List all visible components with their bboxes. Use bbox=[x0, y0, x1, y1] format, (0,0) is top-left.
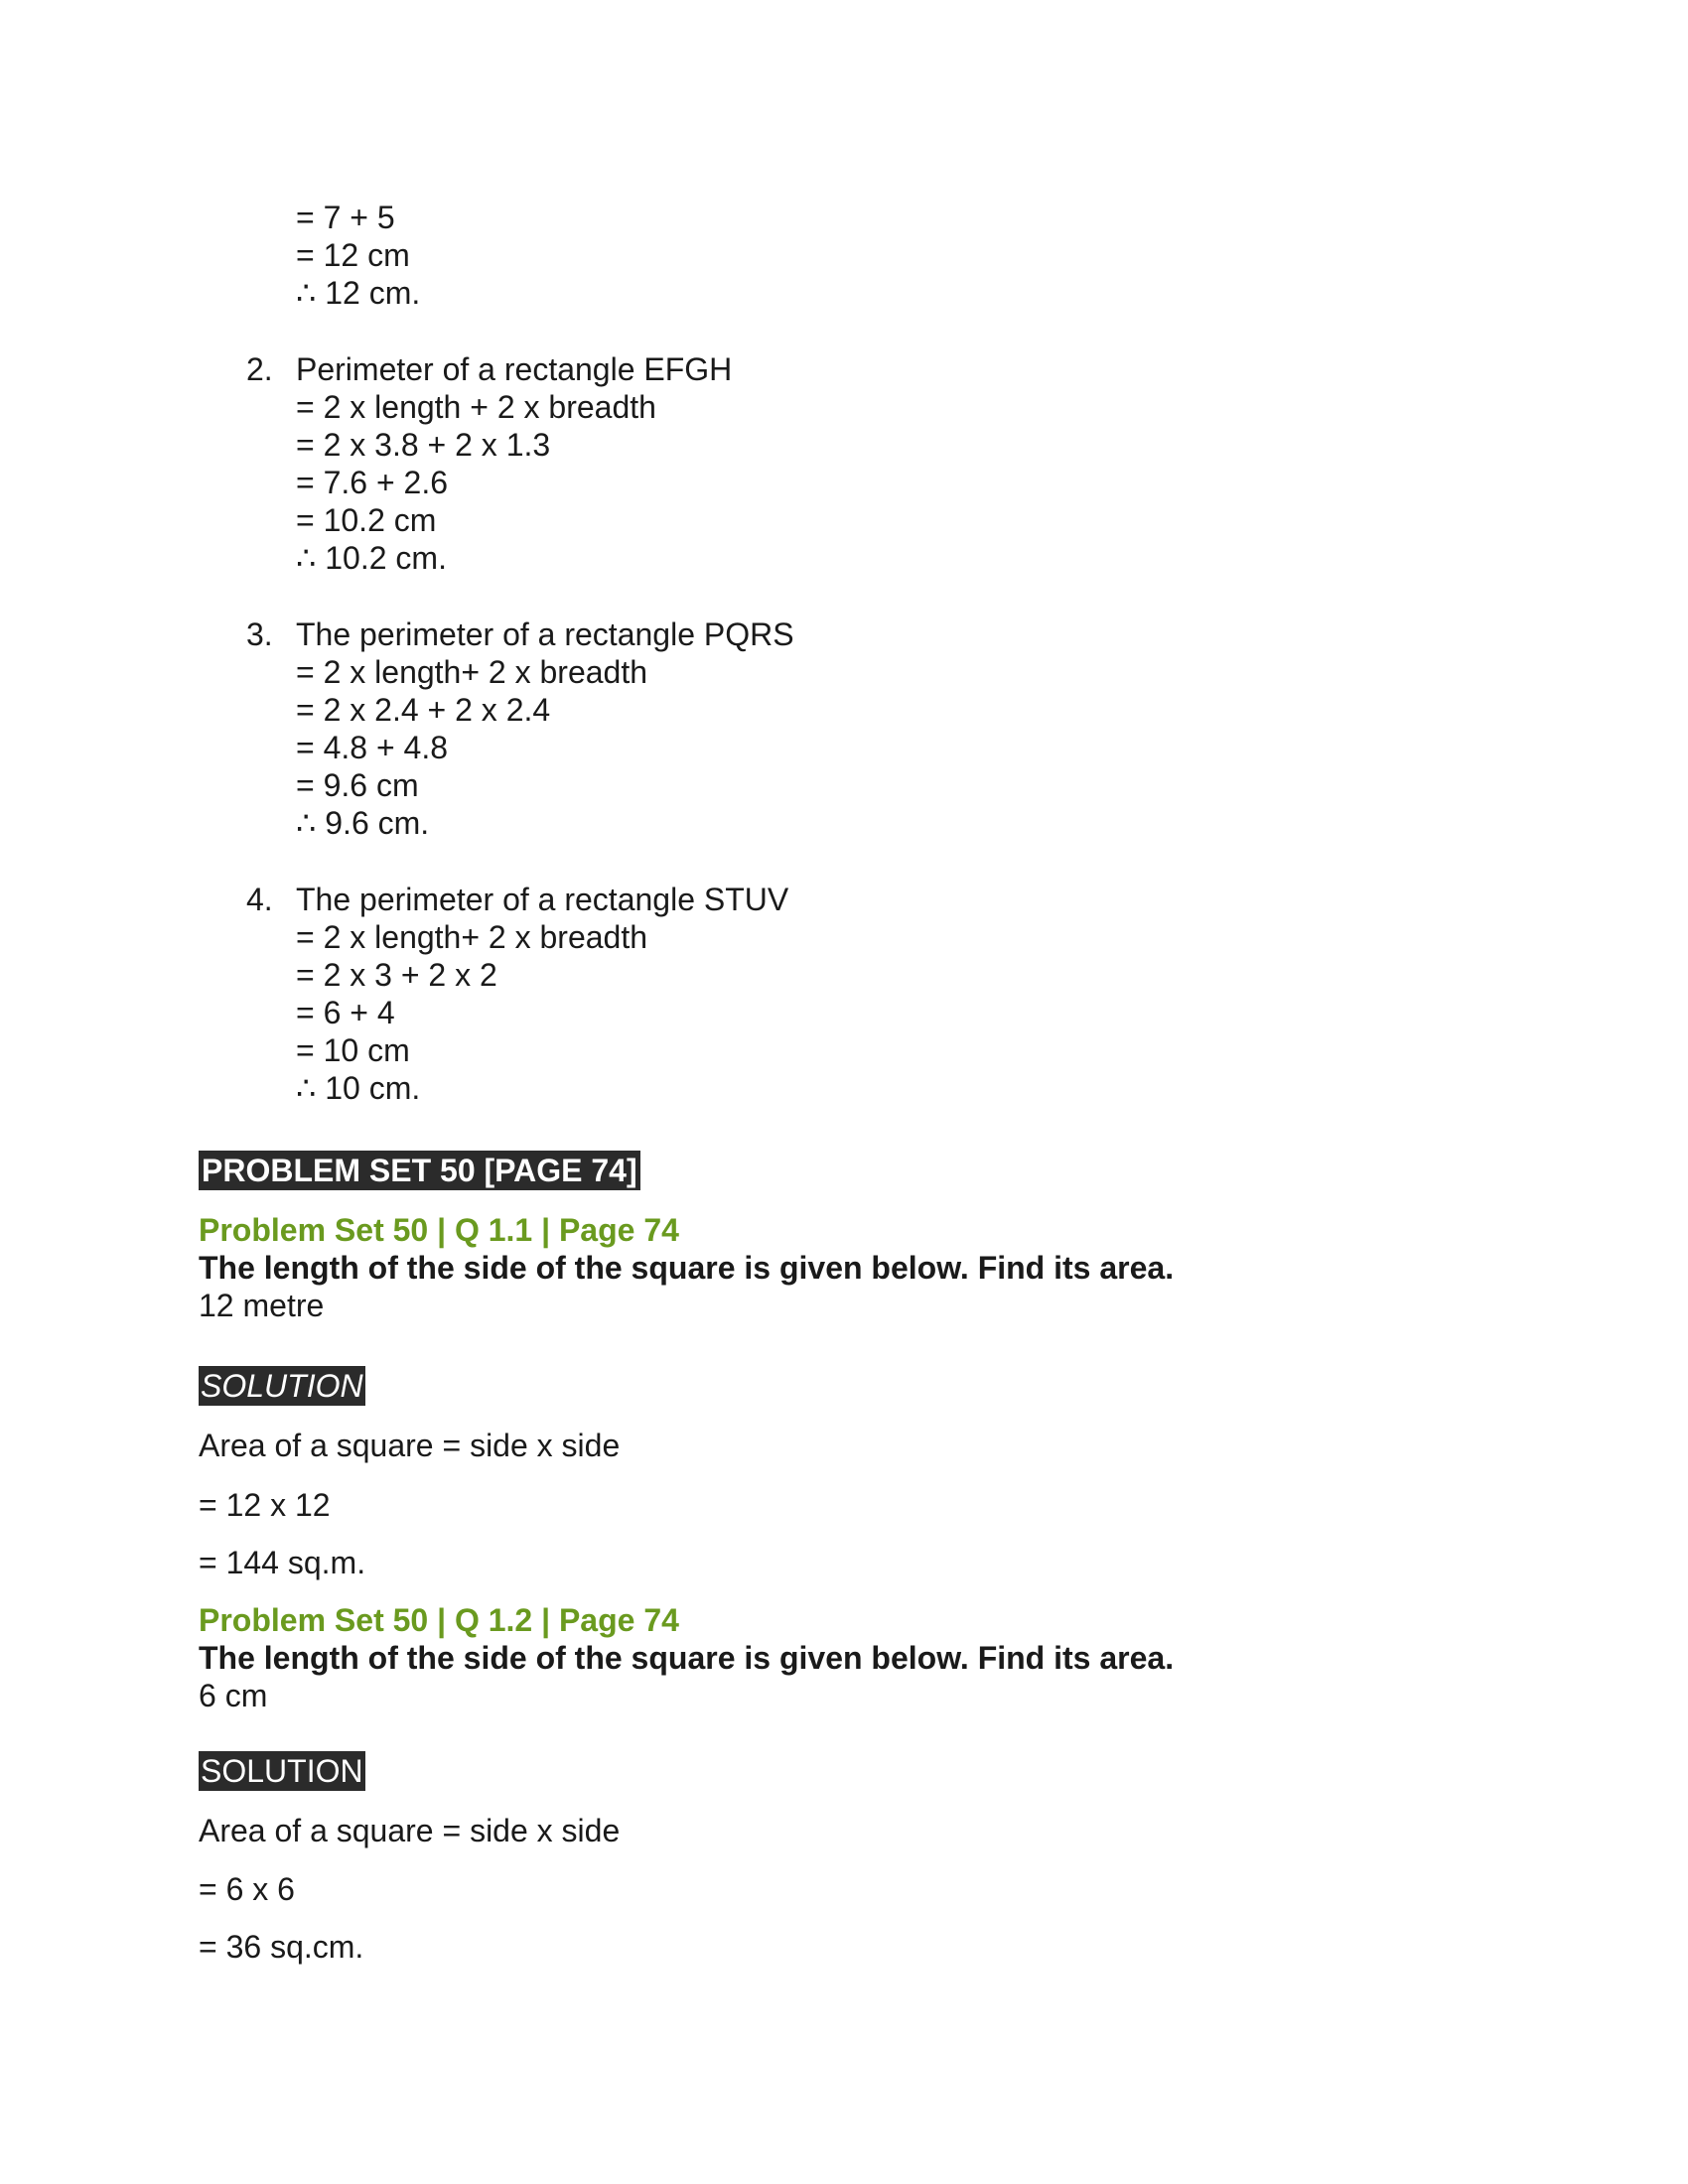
item-heading: Perimeter of a rectangle EFGH bbox=[296, 351, 733, 387]
item-steps bbox=[296, 918, 647, 1107]
step-line: = 12 cm bbox=[296, 237, 410, 273]
step-line: = 2 x 2.4 + 2 x 2.4 bbox=[296, 692, 551, 728]
step-line: = 10.2 cm bbox=[296, 502, 437, 538]
step-line: = 2 x 3 + 2 x 2 bbox=[296, 957, 497, 993]
step-line: = 9.6 cm bbox=[296, 767, 419, 803]
item-steps bbox=[296, 388, 656, 577]
item-heading: The perimeter of a rectangle STUV bbox=[296, 882, 789, 917]
step-line: = 10 cm bbox=[296, 1032, 410, 1068]
step-line: = 7.6 + 2.6 bbox=[296, 465, 449, 500]
question-title: Problem Set 50 | Q 1.1 | Page 74 bbox=[199, 1212, 679, 1248]
step-line: ∴ 12 cm. bbox=[296, 275, 421, 311]
item-steps bbox=[296, 653, 647, 842]
question-title: Problem Set 50 | Q 1.2 | Page 74 bbox=[199, 1602, 679, 1638]
solution-line: Area of a square = side x side bbox=[199, 1813, 621, 1848]
step-line: = 6 + 4 bbox=[296, 995, 395, 1030]
step-line: = 4.8 + 4.8 bbox=[296, 730, 449, 765]
step-line: = 2 x length+ 2 x breadth bbox=[296, 919, 648, 955]
step-line: ∴ 10.2 cm. bbox=[296, 540, 447, 576]
step-line: ∴ 9.6 cm. bbox=[296, 805, 430, 841]
question-value: 12 metre bbox=[199, 1288, 325, 1323]
solution-label: SOLUTION bbox=[201, 1753, 363, 1789]
question-value: 6 cm bbox=[199, 1678, 268, 1713]
question-text: The length of the side of the square is given below. Find its area. bbox=[199, 1640, 1175, 1676]
item-heading: The perimeter of a rectangle PQRS bbox=[296, 616, 794, 652]
step-line: = 2 x 3.8 + 2 x 1.3 bbox=[296, 427, 551, 463]
step-line: ∴ 10 cm. bbox=[296, 1070, 421, 1106]
section-banner: PROBLEM SET 50 [PAGE 74] bbox=[199, 1151, 640, 1190]
item-number: 3. bbox=[246, 616, 273, 652]
solution-line: = 144 sq.m. bbox=[199, 1545, 366, 1580]
solution-line: = 6 x 6 bbox=[199, 1871, 295, 1907]
solution-line: Area of a square = side x side bbox=[199, 1428, 621, 1463]
question-text: The length of the side of the square is given below. Find its area. bbox=[199, 1250, 1175, 1286]
solution-line: = 36 sq.cm. bbox=[199, 1929, 364, 1965]
item-number: 2. bbox=[246, 351, 273, 387]
solution-line: = 12 x 12 bbox=[199, 1487, 331, 1523]
previous-answer-continuation bbox=[296, 199, 420, 312]
step-line: = 7 + 5 bbox=[296, 200, 395, 235]
item-number: 4. bbox=[246, 882, 273, 917]
solution-label: SOLUTION bbox=[201, 1368, 363, 1404]
step-line: = 2 x length + 2 x breadth bbox=[296, 389, 656, 425]
step-line: = 2 x length+ 2 x breadth bbox=[296, 654, 648, 690]
